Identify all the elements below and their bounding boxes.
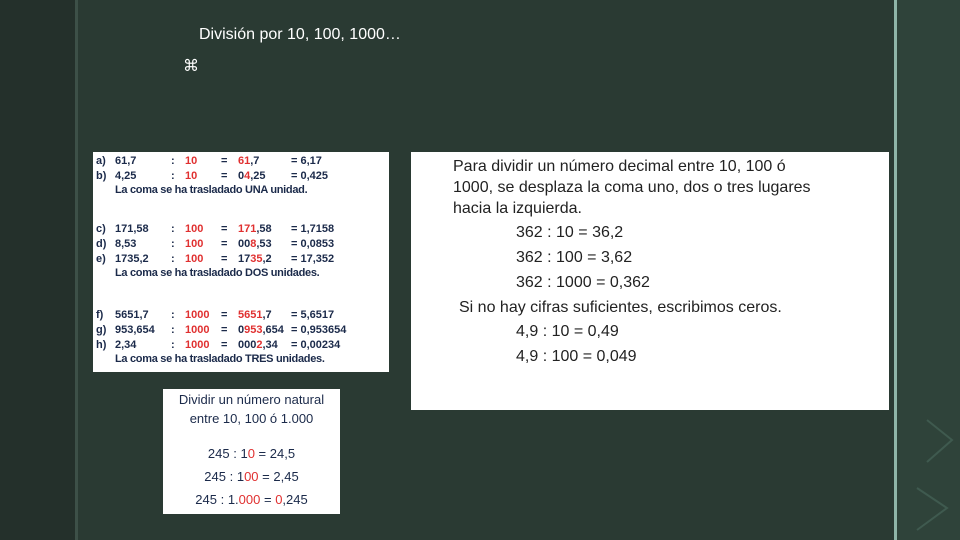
shifted-digits: 2 [256, 339, 263, 351]
eq-divisor: 1. [227, 492, 239, 507]
row-result-value: 0,953654 [300, 324, 347, 336]
eq-result: 24,5 [269, 446, 296, 461]
row-letter: a) [96, 155, 106, 167]
shifted-zeros: 000 [238, 339, 257, 351]
row-divisor: 10 [185, 170, 198, 182]
row-divisor: 1000 [185, 324, 210, 336]
rule-example: 362 : 10 = 36,2 [516, 224, 624, 241]
eq-divisor-zeros: 00 [244, 469, 259, 484]
rule-example: 362 : 100 = 3,62 [516, 249, 633, 266]
row-shifted [238, 323, 284, 337]
left-rail [0, 0, 75, 540]
row-equals-2: = [291, 155, 298, 167]
shifted-zeros: 17 [238, 253, 251, 265]
row-equals: = [221, 339, 228, 351]
rule-zero-example: 4,9 : 10 = 0,49 [516, 323, 619, 340]
rule-text-line: hacia la izquierda. [453, 200, 582, 217]
eq-equals: = [258, 469, 274, 484]
rule-zero-example: 4,9 : 100 = 0,049 [516, 348, 637, 365]
shifted-digits: 171 [238, 223, 257, 235]
shifted-digits: 8 [250, 238, 257, 250]
shifted-rest: ,53 [256, 238, 272, 250]
row-result-value: 17,352 [300, 253, 335, 265]
row-number: 8,53 [115, 238, 137, 250]
eq-divisor-zeros: 0 [247, 446, 255, 461]
division-table-image [93, 152, 389, 372]
row-result [291, 252, 334, 266]
eq-equals: = [254, 446, 270, 461]
row-equals: = [221, 223, 228, 235]
row-divisor: 100 [185, 238, 204, 250]
row-equals: = [221, 253, 228, 265]
shifted-digits: 4 [244, 170, 251, 182]
row-result [291, 222, 334, 236]
shifted-digits: 61 [238, 155, 251, 167]
row-number: 2,34 [115, 339, 137, 351]
shifted-rest: ,25 [250, 170, 266, 182]
row-number: 171,58 [115, 223, 149, 235]
row-shifted [238, 252, 272, 266]
row-divisor: 10 [185, 155, 198, 167]
row-colon: : [171, 309, 175, 321]
row-shifted [238, 222, 272, 236]
row-shifted [238, 169, 266, 183]
natural-title-line1: Dividir un número natural [178, 392, 325, 407]
row-colon: : [171, 253, 175, 265]
slide-title: División por 10, 100, 1000… [199, 26, 401, 43]
row-result [291, 237, 334, 251]
row-equals: = [221, 324, 228, 336]
row-equals-2: = [291, 309, 298, 321]
shifted-rest: ,7 [250, 155, 260, 167]
eq-dividend: 245 [207, 446, 230, 461]
shifted-digits: 953 [244, 324, 263, 336]
row-number: 1735,2 [115, 253, 149, 265]
row-shifted [238, 338, 278, 352]
row-divisor: 100 [185, 223, 204, 235]
row-equals: = [221, 309, 228, 321]
row-letter: e) [96, 253, 106, 265]
row-shifted [238, 154, 259, 168]
shifted-zeros: 0 [238, 170, 245, 182]
eq-divisor: 1 [240, 446, 248, 461]
row-letter: d) [96, 238, 107, 250]
row-result [291, 169, 328, 183]
eq-sep: : [229, 446, 241, 461]
row-equals: = [221, 170, 228, 182]
row-number: 953,654 [115, 324, 155, 336]
row-number: 5651,7 [115, 309, 149, 321]
row-divisor: 100 [185, 253, 204, 265]
shifted-rest: ,654 [262, 324, 284, 336]
row-divisor: 1000 [185, 309, 210, 321]
rule-example: 362 : 1000 = 0,362 [516, 274, 650, 291]
row-colon: : [171, 238, 175, 250]
row-colon: : [171, 324, 175, 336]
natural-division-image [163, 389, 340, 514]
eq-result: 2,45 [273, 469, 299, 484]
row-colon: : [171, 155, 175, 167]
table-note: La coma se ha trasladado UNA unidad. [115, 184, 308, 196]
eq-equals: = [260, 492, 276, 507]
row-letter: g) [96, 324, 107, 336]
natural-equation [163, 492, 340, 507]
eq-divisor: 1 [236, 469, 245, 484]
shifted-zeros: 0 [238, 324, 245, 336]
shifted-rest: ,58 [256, 223, 272, 235]
row-shifted [238, 237, 272, 251]
natural-title-line2: entre 10, 100 ó 1.000 [189, 411, 314, 426]
shifted-rest: ,34 [262, 339, 278, 351]
row-letter: b) [96, 170, 107, 182]
decorative-chevrons [897, 0, 960, 540]
row-result [291, 154, 322, 168]
left-divider [75, 0, 78, 540]
row-equals: = [221, 238, 228, 250]
shifted-digits: 35 [250, 253, 263, 265]
eq-result-zero: 0 [275, 492, 283, 507]
shifted-digits: 5651 [238, 309, 263, 321]
row-equals-2: = [291, 324, 298, 336]
eq-dividend: 245 [204, 469, 226, 484]
row-shifted [238, 308, 272, 322]
row-equals-2: = [291, 238, 298, 250]
rule-text-line: 1000, se desplaza la coma uno, dos o tres lugares [453, 179, 811, 196]
rule-note: Si no hay cifras suficientes, escribimos ceros. [459, 299, 782, 316]
shifted-zeros: 00 [238, 238, 251, 250]
row-letter: c) [96, 223, 106, 235]
eq-sep: : [226, 469, 237, 484]
row-equals-2: = [291, 170, 298, 182]
row-result [291, 308, 334, 322]
row-colon: : [171, 170, 175, 182]
row-colon: : [171, 339, 175, 351]
row-equals-2: = [291, 223, 298, 235]
natural-equation [163, 446, 340, 461]
eq-sep: : [216, 492, 228, 507]
shifted-rest: ,2 [262, 253, 272, 265]
row-letter: h) [96, 339, 107, 351]
row-result-value: 0,425 [300, 170, 329, 182]
row-result [291, 338, 340, 352]
row-result-value: 5,6517 [300, 309, 335, 321]
shifted-rest: ,7 [262, 309, 272, 321]
title-decoration-icon: ⌘ [183, 58, 199, 75]
row-result-value: 6,17 [300, 155, 322, 167]
row-divisor: 1000 [185, 339, 210, 351]
table-note: La coma se ha trasladado DOS unidades. [115, 267, 320, 279]
rule-explanation-panel [411, 152, 889, 410]
row-number: 61,7 [115, 155, 137, 167]
eq-divisor-zeros: 000 [238, 492, 261, 507]
row-equals-2: = [291, 253, 298, 265]
row-number: 4,25 [115, 170, 137, 182]
table-note: La coma se ha trasladado TRES unidades. [115, 353, 325, 365]
row-result-value: 0,00234 [300, 339, 341, 351]
row-result [291, 323, 346, 337]
rule-text-line: Para dividir un número decimal entre 10, 100 ó [453, 158, 786, 175]
row-equals-2: = [291, 339, 298, 351]
row-result-value: 1,7158 [300, 223, 335, 235]
eq-dividend: 245 [195, 492, 217, 507]
row-result-value: 0,0853 [300, 238, 335, 250]
row-letter: f) [96, 309, 104, 321]
natural-equation [163, 469, 340, 484]
row-colon: : [171, 223, 175, 235]
row-equals: = [221, 155, 228, 167]
eq-result: ,245 [282, 492, 308, 507]
